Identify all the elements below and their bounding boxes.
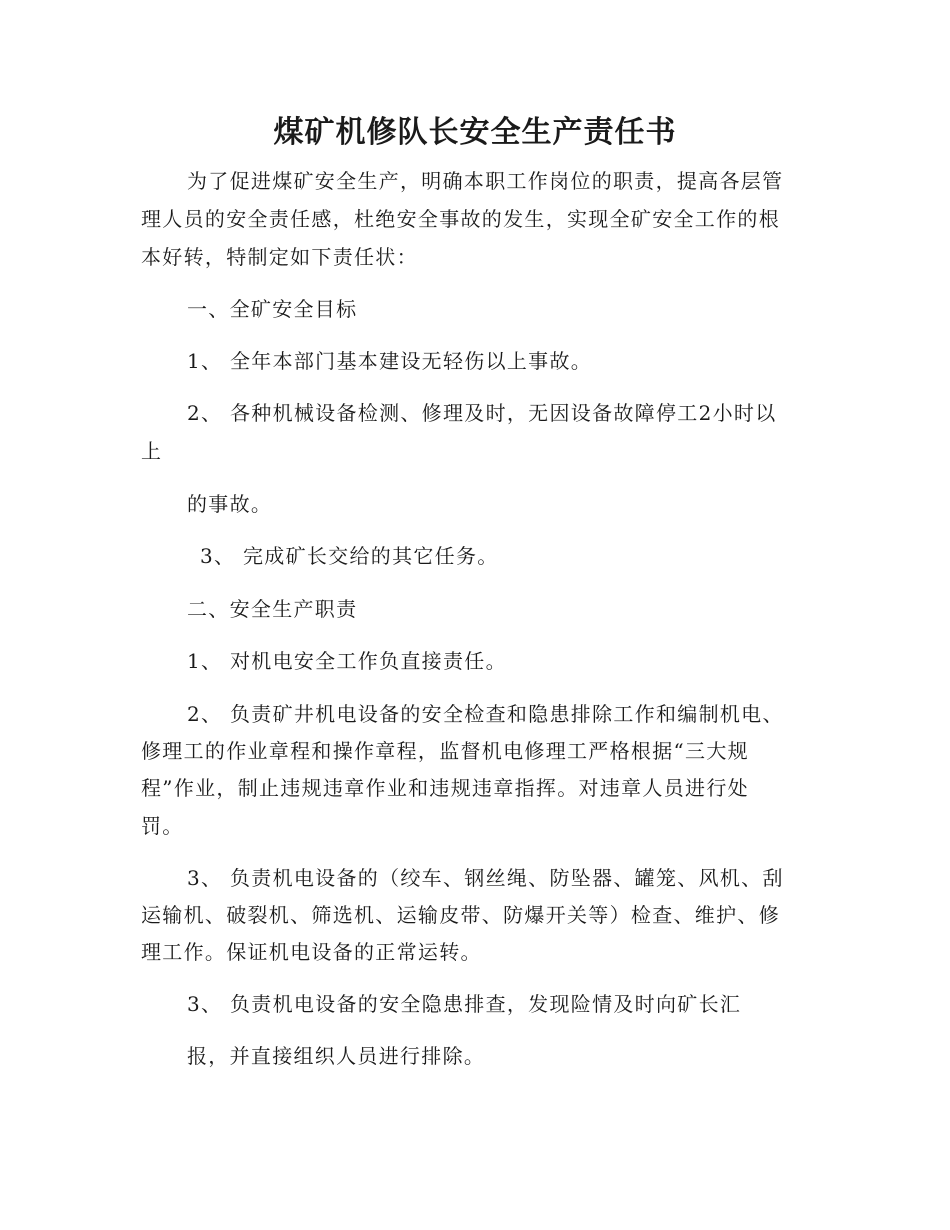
- section2-item-4-line-1: 3、 负责机电设备的安全隐患排查，发现险情及时向矿长汇: [187, 992, 742, 1016]
- section2-item-1: 1、 对机电安全工作负直接责任。: [187, 649, 507, 673]
- section1-item-2-line-3: 的事故。: [187, 492, 273, 516]
- section1-item-2-line-1: 2、 各种机械设备检测、修理及时，无因设备故障停工2小时以: [187, 401, 777, 425]
- section2-item-2-line-2: 修理工的作业章程和操作章程，监督机电修理工严格根据“三大规: [141, 739, 749, 763]
- section1-heading: 一、全矿安全目标: [187, 297, 358, 321]
- section1-item-3: 3、 完成矿长交给的其它任务。: [200, 544, 499, 568]
- section2-item-3-line-2: 运输机、破裂机、筛选机、运输皮带、防爆开关等）检查、维护、修: [141, 903, 780, 927]
- section1-item-1: 1、 全年本部门基本建设无轻伤以上事故。: [187, 349, 593, 373]
- section2-item-4-line-2: 报，并直接组织人员进行排除。: [187, 1044, 486, 1068]
- section2-item-3-line-3: 理工作。保证机电设备的正常运转。: [141, 940, 482, 964]
- intro-line-2: 理人员的安全责任感，杜绝安全事故的发生，实现全矿安全工作的根: [141, 207, 780, 231]
- document-title: 煤矿机修队长安全生产责任书: [273, 115, 677, 150]
- intro-line-1: 为了促进煤矿安全生产，明确本职工作岗位的职责，提高各层管: [187, 169, 784, 193]
- section2-heading: 二、安全生产职责: [187, 597, 358, 621]
- section2-item-2-line-4: 罚。: [141, 814, 184, 838]
- section2-item-2-line-3: 程”作业，制止违规违章作业和违规违章指挥。对违章人员进行处: [141, 776, 749, 800]
- section2-item-2-line-1: 2、 负责矿井机电设备的安全检查和隐患排除工作和编制机电、: [187, 702, 784, 726]
- section2-item-3-line-1: 3、 负责机电设备的（绞车、钢丝绳、防坠器、罐笼、风机、刮: [187, 866, 784, 890]
- section1-item-2-line-2: 上: [141, 439, 163, 463]
- intro-line-3: 本好转，特制定如下责任状：: [141, 245, 418, 269]
